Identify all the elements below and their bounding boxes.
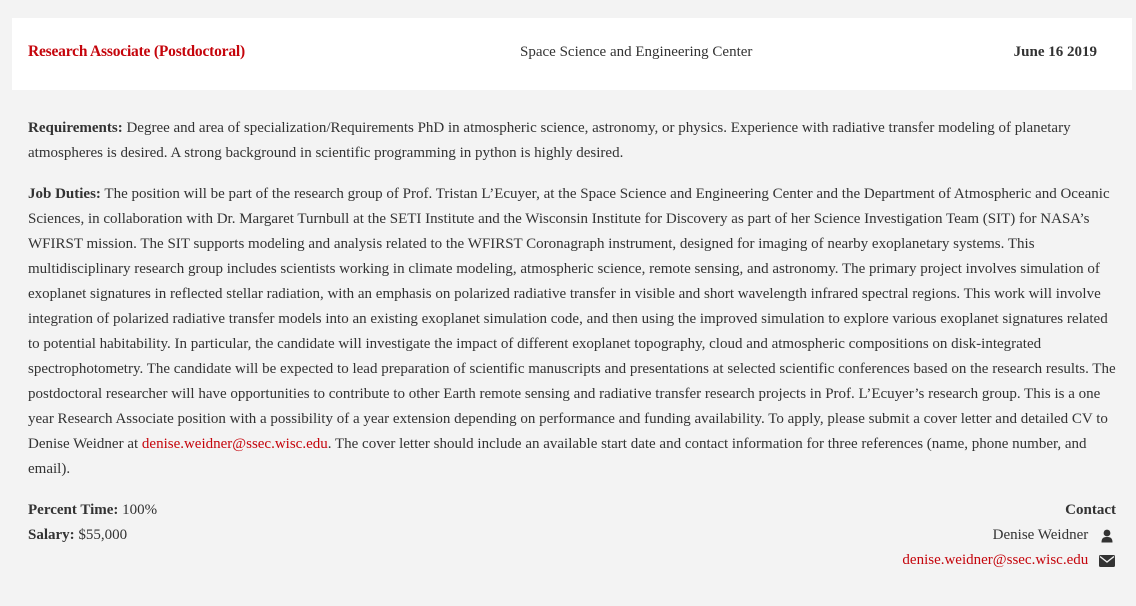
salary-row (28, 523, 157, 548)
contact-email-row (902, 548, 1116, 573)
contact-name-row (902, 523, 1116, 548)
contact-name: Denise Weidner (992, 527, 1089, 543)
percent-time-row (28, 498, 157, 523)
percent-time-label: Percent Time: (28, 502, 119, 518)
job-details (28, 116, 1118, 498)
salary-value: $55,000 (78, 527, 128, 543)
requirements-text: Degree and area of specialization/Requirements PhD in atmospheric science, astronomy, or physics. Experience with radiative transfer modeling of planetary atmospheres is desired. A strong background in scientific programming in python is highly desired. (28, 120, 1071, 161)
job-header-card (12, 18, 1132, 90)
user-icon (1098, 529, 1116, 543)
position-info (28, 498, 157, 548)
percent-time-value: 100% (122, 502, 158, 518)
duties-label: Job Duties: (28, 186, 101, 202)
duties-text: The position will be part of the research group of Prof. Tristan L’Ecuyer, at the Space Science and Engineering Center and the Department of Atmospheric and Oceanic Sciences, in collaboration with Dr. Margaret Turnbull at the SETI Institute and the Wisconsin Institute for Discovery as part of her Science Investigation Team (SIT) for NASA’s WFIRST mission. The SIT supports modeling and analysis related to the WFIRST Coronagraph instrument, designed for imaging of nearby exoplanetary systems. This multidisciplinary research group includes scientists working in climate modeling, atmospheric science, remote sensing, and astronomy. The primary project involves simulation of exoplanet signatures in reflected stellar radiation, with an emphasis on polarized radiative transfer in visible and short wavelength infrared spectral regions. This work will involve integration of polarized radiative transfer models into an existing exoplanet simulation code, and then using the improved simulation to explore various exoplanet signatures related to potential habitability. In particular, the candidate will investigate the impact of different exoplanet topography, cloud and atmospheric compositions on disk-integrated spectrophotometry. The candidate will be expected to lead preparation of scientific manuscripts and presentations at selected scientific conferences based on the research results. The postdoctoral researcher will have opportunities to contribute to other Earth remote sensing and radiative transfer research projects in Prof. L’Ecuyer’s research group. This is a one year Research Associate position with a possibility of a year extension depending on performance and funding availability. To apply, please submit a cover letter and detailed CV to Denise Weidner at (28, 186, 1116, 452)
duties-paragraph (28, 182, 1118, 482)
requirements-paragraph (28, 116, 1118, 166)
posting-date: June 16 2019 (1013, 44, 1097, 60)
salary-label: Salary: (28, 527, 75, 543)
duties-tail-text: . The cover letter should include an available start date and contact information for three references (name, phone number, and email). (28, 436, 1087, 477)
contact-email-link[interactable]: denise.weidner@ssec.wisc.edu (902, 552, 1089, 568)
organization: Space Science and Engineering Center (520, 44, 753, 60)
contact-block (902, 498, 1116, 573)
contact-title: Contact (1065, 502, 1116, 518)
job-title-link[interactable]: Research Associate (Postdoctoral) (28, 43, 245, 60)
duties-email-link[interactable]: denise.weidner@ssec.wisc.edu (141, 436, 328, 452)
envelope-icon (1098, 555, 1116, 567)
requirements-label: Requirements: (28, 120, 123, 136)
